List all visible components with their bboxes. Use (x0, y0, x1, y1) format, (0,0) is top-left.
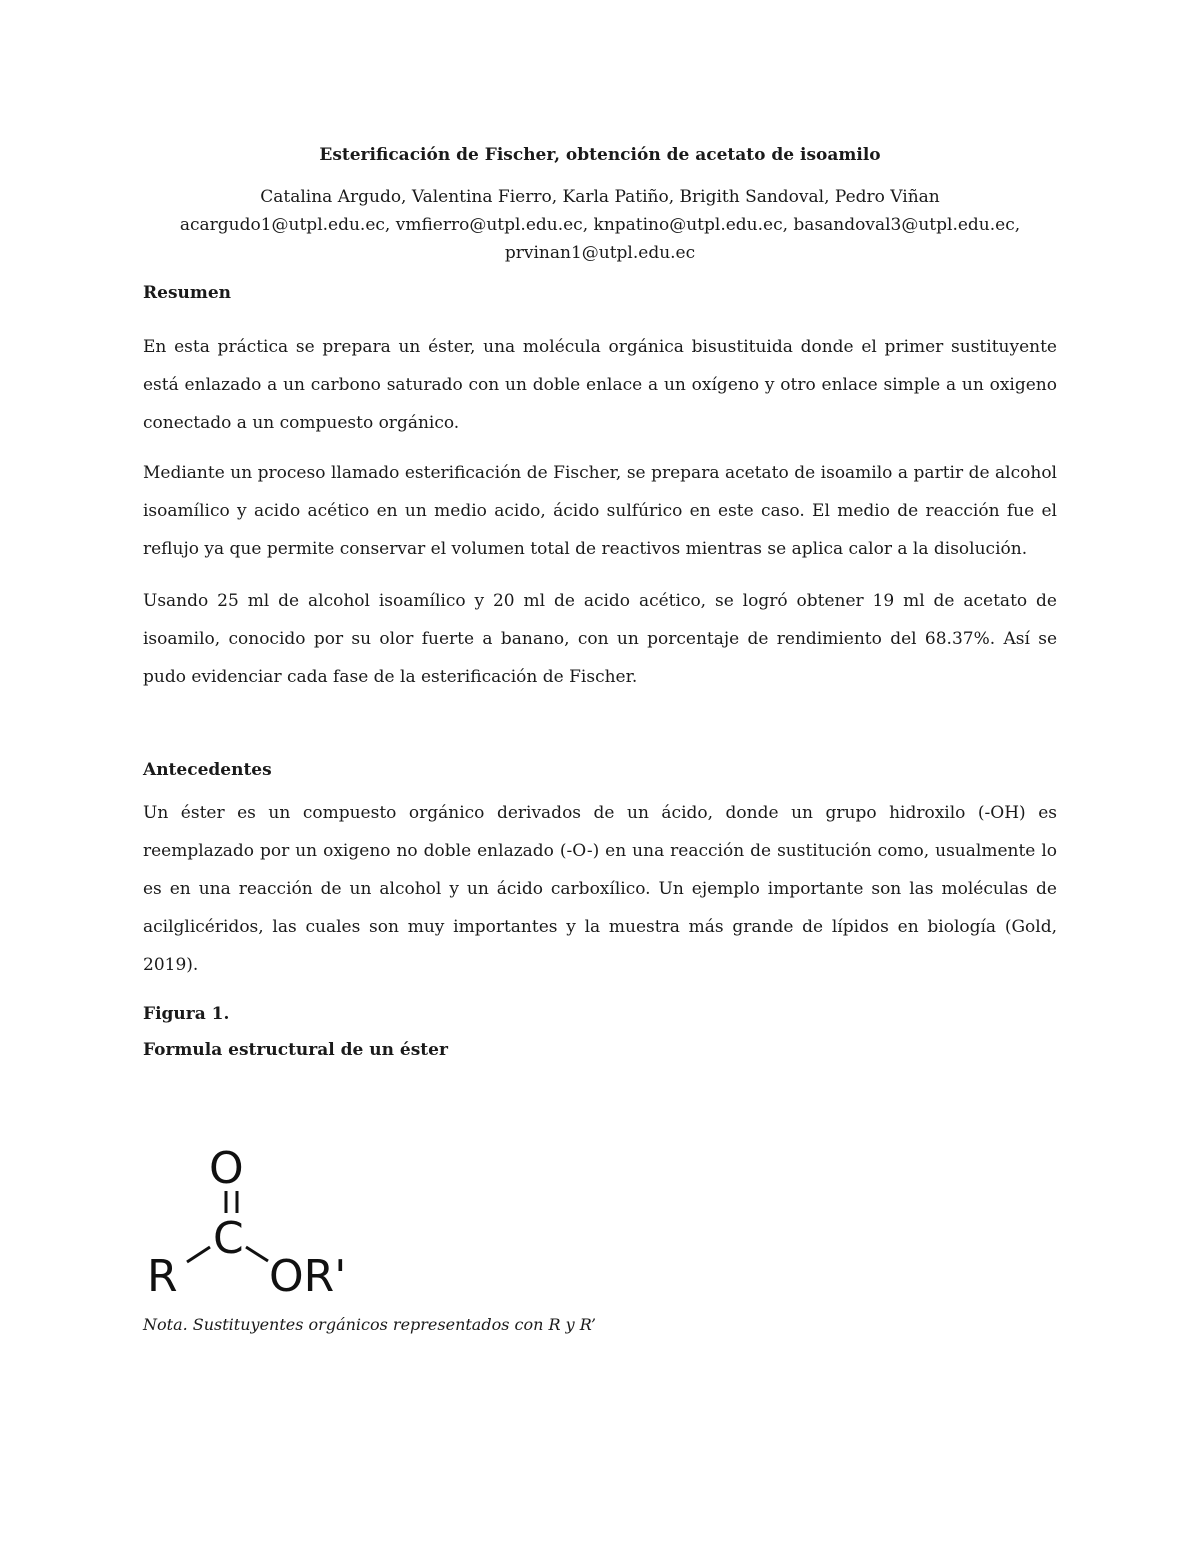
antecedentes-heading: Antecedentes (143, 760, 272, 780)
ester-structure-diagram (143, 1135, 373, 1305)
figure-label: Figura 1. (143, 1004, 230, 1024)
atom-oxygen-top: O (209, 1143, 244, 1194)
resumen-paragraph-2: Mediante un proceso llamado esterificación de Fischer, se prepara acetato de isoamilo a partir de alcohol isoamílico y acido acético en un medio acido, ácido sulfúrico en este caso. El medio de reacción fue el reflujo ya que permite conservar el volumen total de reactivos mientras se aplica calor a la disolución. (143, 463, 1057, 559)
resumen-paragraph-1: En esta práctica se prepara un éster, una molécula orgánica bisustituida donde el primer sustituyente está enlazado a un carbono saturado con un doble enlace a un oxígeno y otro enlace simple a un oxigeno conectado a un compuesto orgánico. (143, 337, 1057, 433)
resumen-heading: Resumen (143, 283, 232, 303)
document-title: Esterificación de Fischer, obtención de acetato de isoamilo (319, 145, 881, 165)
antecedentes-paragraph-1: Un éster es un compuesto orgánico derivados de un ácido, donde un grupo hidroxilo (-OH) es reemplazado por un oxigeno no doble enlazado (-O-) en una reacción de sustitución como, usualmente lo es en una reacción de un alcohol y un ácido carboxílico. Un ejemplo importante son las moléculas de acilglicéridos, las cuales son muy importantes y la muestra más grande de lípidos en biología (Gold, 2019). (143, 803, 1057, 975)
figure-note: Nota. Sustituyentes orgánicos representados con R y R’ (143, 1315, 597, 1334)
figure-title: Formula estructural de un éster (143, 1040, 448, 1060)
atom-or-group: OR' (269, 1251, 347, 1302)
resumen-paragraph-3: Usando 25 ml de alcohol isoamílico y 20 ml de acido acético, se logró obtener 19 ml de acetato de isoamilo, conocido por su olor fuerte a banano, con un porcentaje de rendimiento del 68.37%. Así se pudo evidenciar cada fase de la esterificación de Fischer. (143, 591, 1057, 687)
author-names: Catalina Argudo, Valentina Fierro, Karla Patiño, Brigith Sandoval, Pedro Viñan (260, 187, 940, 207)
author-emails-line2: prvinan1@utpl.edu.ec (504, 243, 696, 263)
atom-r-group: R (147, 1251, 178, 1302)
authors-block (143, 183, 1057, 267)
atom-carbon: C (213, 1213, 244, 1264)
bond-r-carbon (187, 1247, 210, 1262)
bond-carbon-oxygen (246, 1247, 268, 1261)
author-emails-line1: acargudo1@utpl.edu.ec, vmfierro@utpl.edu.ec, knpatino@utpl.edu.ec, basandoval3@utpl.edu.ec, (179, 215, 1021, 235)
